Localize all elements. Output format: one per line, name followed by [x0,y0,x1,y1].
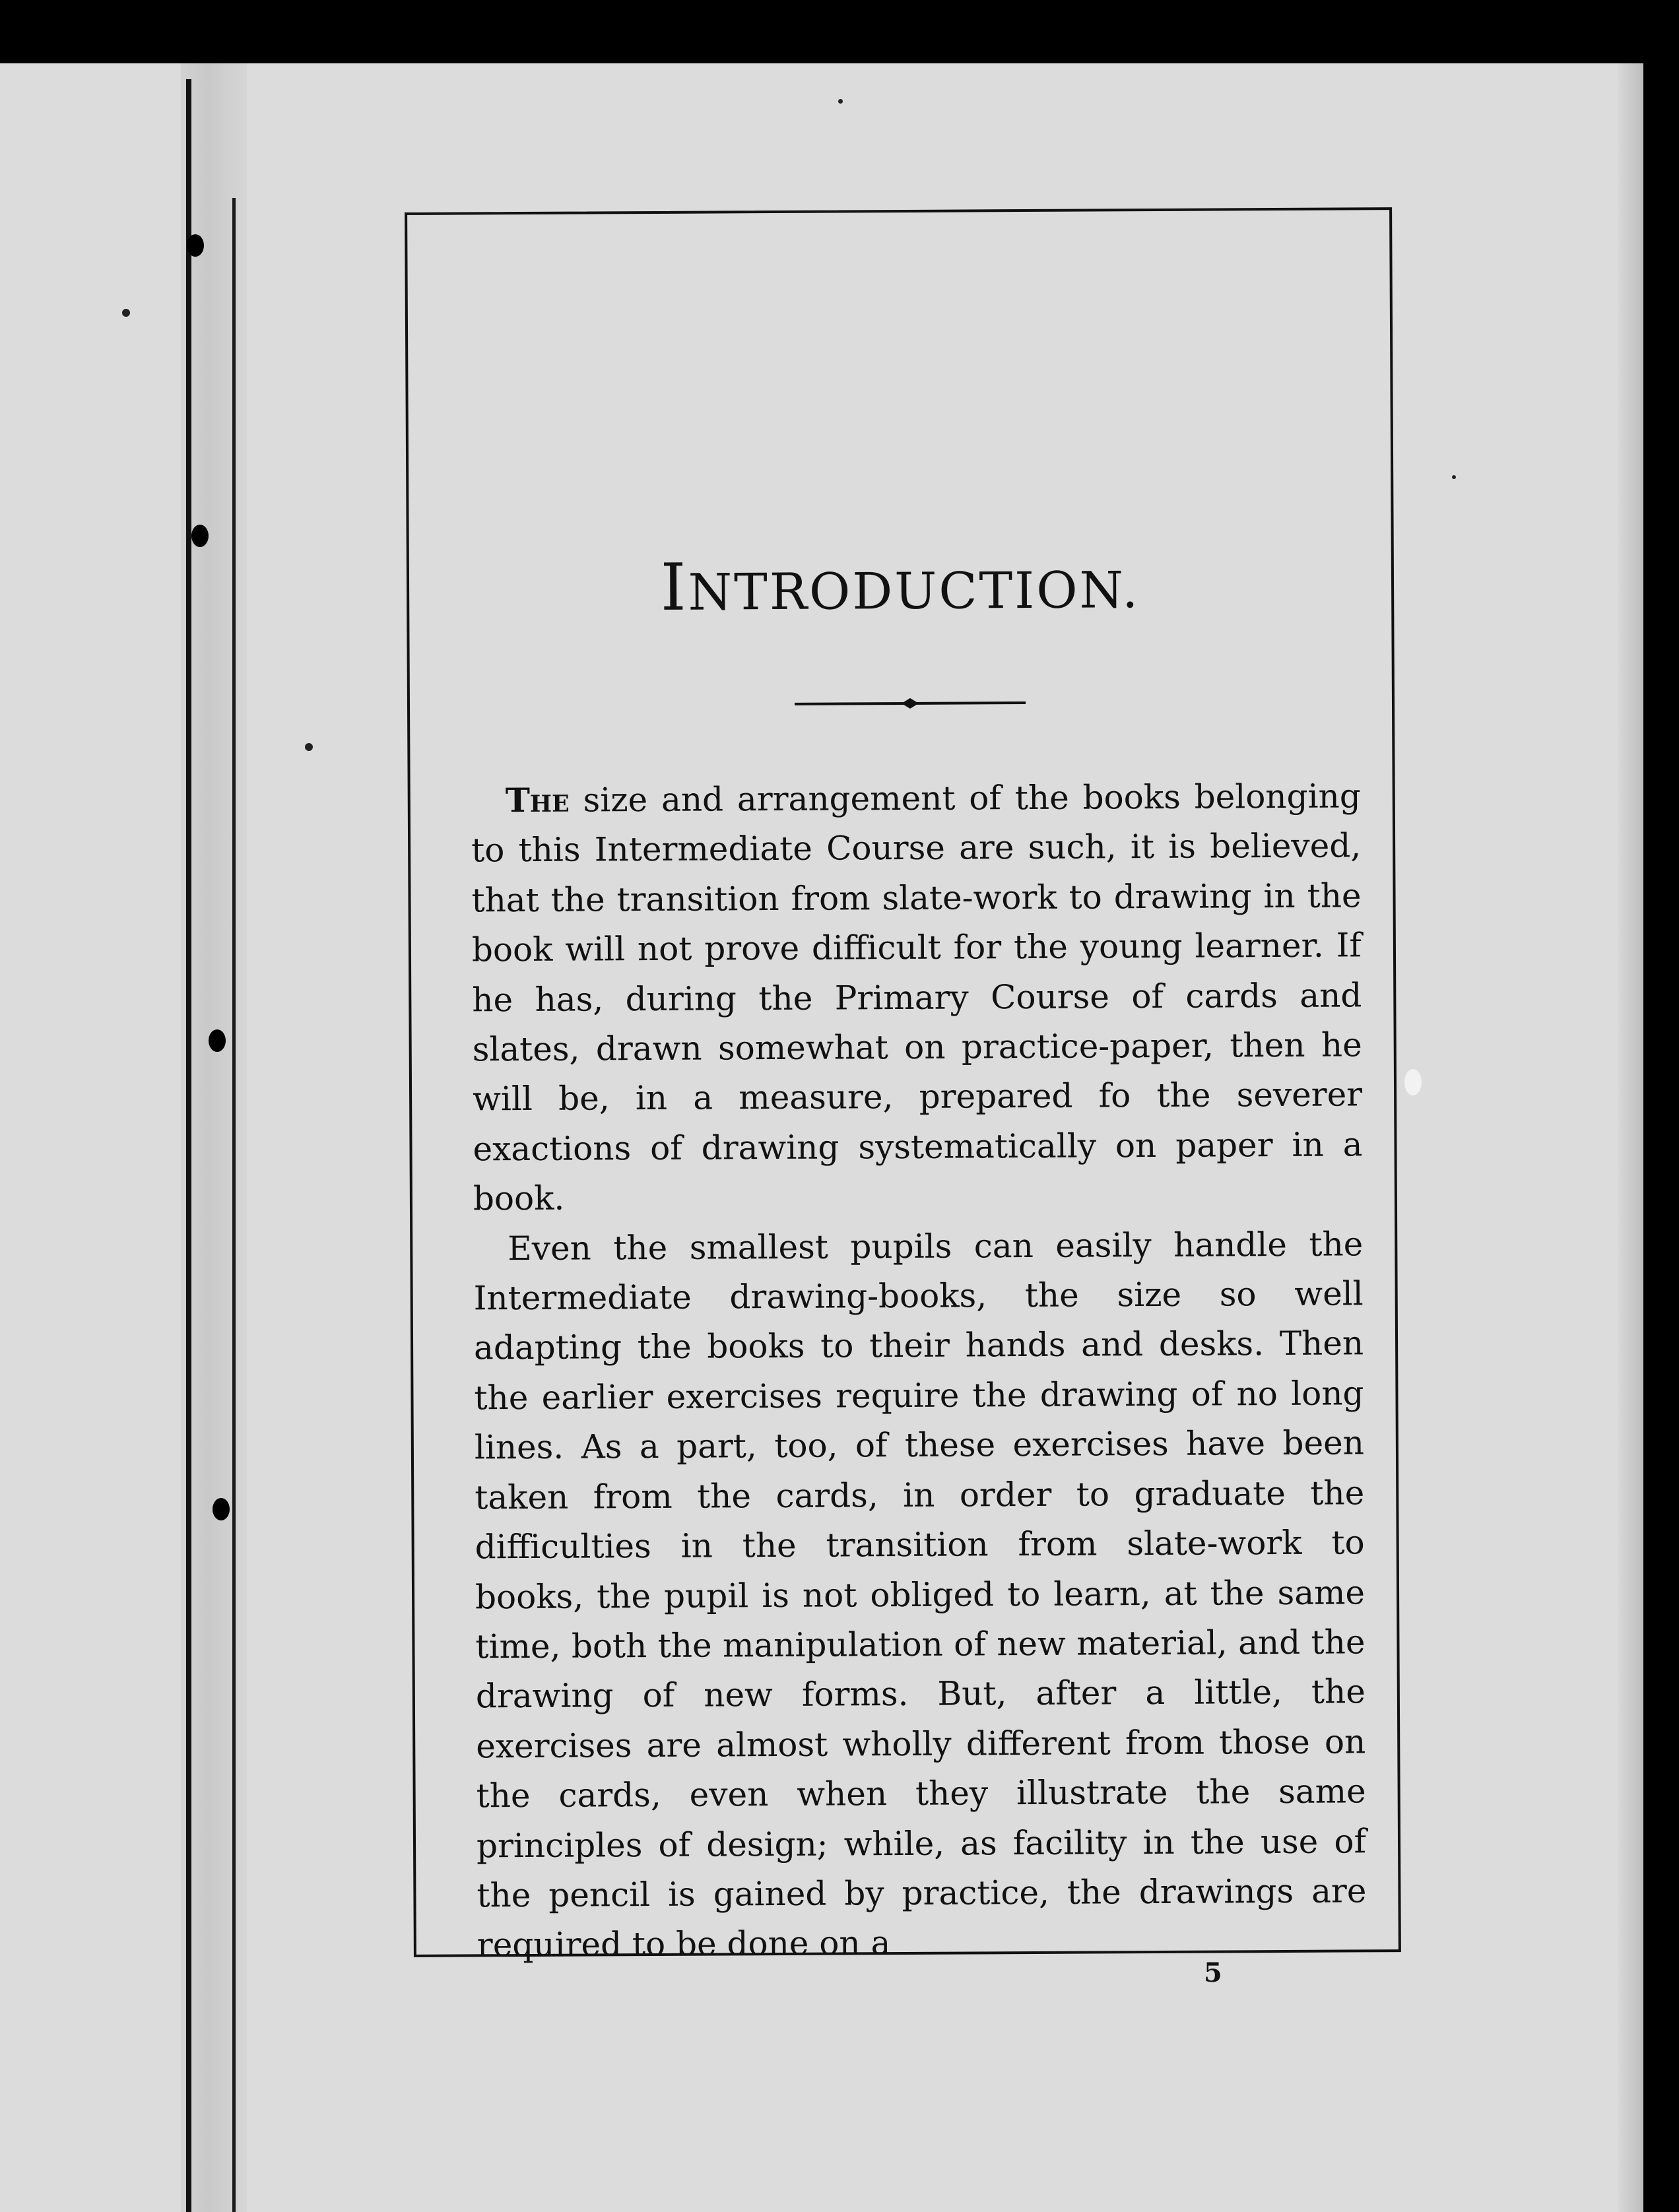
paper-speck [122,309,130,317]
introduction-body [471,771,1367,1970]
paragraph-1: The size and arrangement of the books belonging to this Intermediate Course are such, it is believed, that the transition from slate-work to drawing in the book will not prove difficult for the young learner. If he has, during the Primary Course of cards and slates, drawn somewhat on practice-paper, then he will be, in a measure, prepared fo the severer exactions of drawing systematically on paper in a book. [471,777,1363,1218]
inner-fold-line [232,198,236,2212]
paper-speck [838,99,843,104]
title-ornament [795,696,1026,711]
binding-stitch [213,1498,230,1520]
paper-blemish [1404,1069,1422,1095]
page-number: 5 [1204,1957,1222,1988]
page-edge-shadow [1618,63,1643,2212]
paper-speck [305,743,313,751]
spine-fold-line [186,79,191,2212]
binding-stitch [191,525,209,547]
binding-stitch [209,1029,226,1052]
text-frame [405,207,1401,1965]
paragraph-2: Even the smallest pupils can easily handle the Intermediate drawing-books, the size so well adapting the books to their hands and desks. Then the earlier exercises require the drawing of no long lines. As a part, too, of these exercises have been taken from the cards, in order to graduate the difficulties in the transition from slate-work to books, the pupil is not obliged to learn, at the same time, both the manipulation of new material, and the drawing of new forms. But, after a little, the exercises are almost wholly different from those on the cards, even when they illustrate the same principles of design; while, as facility in the use of the pencil is gained by practice, the drawings are required to be done on a [473,1225,1367,1965]
page-title: INTRODUCTION. [660,550,1140,626]
binding-stitch [187,234,204,257]
paper-speck [1452,475,1456,479]
